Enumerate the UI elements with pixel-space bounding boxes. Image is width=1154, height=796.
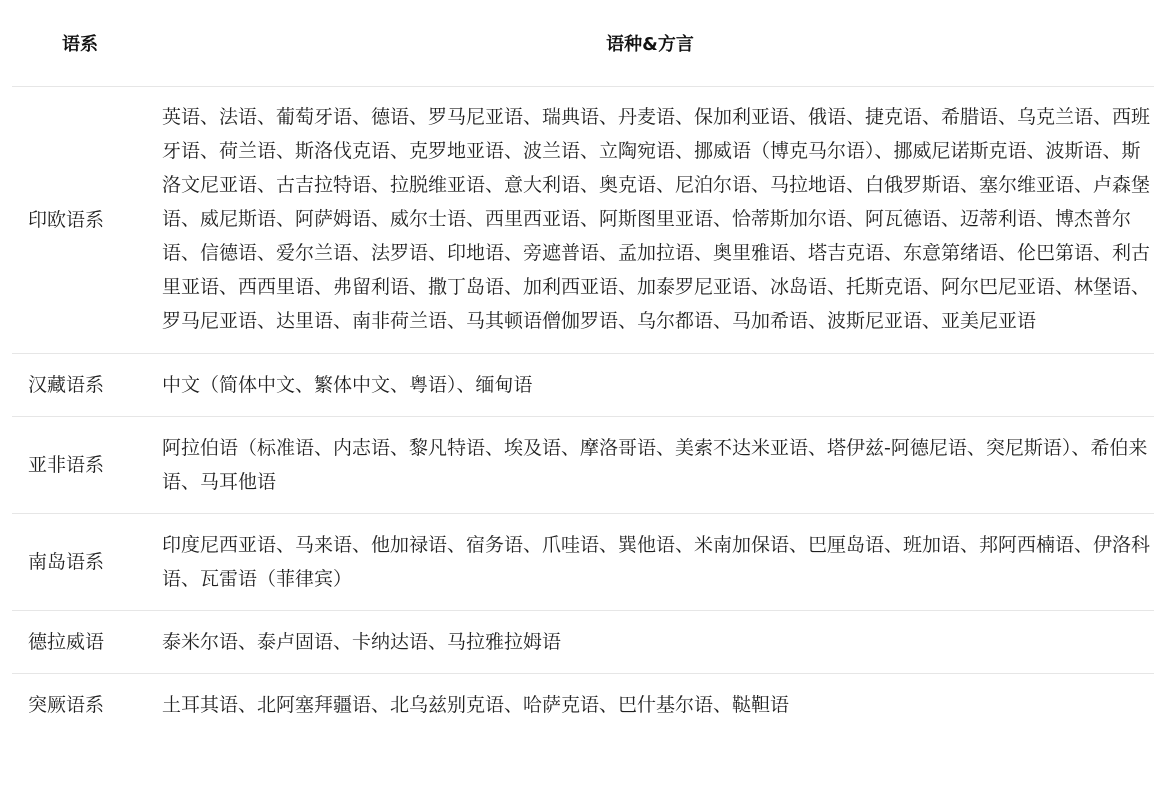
header-row [12,0,1154,87]
language-family-table [12,0,1154,736]
table-row [12,354,1154,417]
table-row [12,674,1154,737]
languages-cell: 阿拉伯语（标准语、内志语、黎凡特语、埃及语、摩洛哥语、美索不达米亚语、塔伊兹-阿德尼语、突尼斯语）、希伯来语、马耳他语 [146,417,1154,514]
languages-cell: 泰米尔语、泰卢固语、卡纳达语、马拉雅拉姆语 [146,611,1154,674]
header-family: 语系 [12,0,146,87]
family-cell: 亚非语系 [12,417,146,514]
languages-cell: 中文（简体中文、繁体中文、粤语）、缅甸语 [146,354,1154,417]
family-cell: 南岛语系 [12,514,146,611]
family-cell: 突厥语系 [28,694,105,716]
languages-cell: 印度尼西亚语、马来语、他加禄语、宿务语、爪哇语、巽他语、米南加保语、巴厘岛语、班加语、邦阿西楠语、伊洛科语、瓦雷语（菲律宾） [146,514,1154,611]
languages-cell: 英语、法语、葡萄牙语、德语、罗马尼亚语、瑞典语、丹麦语、保加利亚语、俄语、捷克语、希腊语、乌克兰语、西班牙语、荷兰语、斯洛伐克语、克罗地亚语、波兰语、立陶宛语、挪威语（博克马尔语）、挪威尼诺斯克语、波斯语、斯洛文尼亚语、古吉拉特语、拉脱维亚语、意大利语、奥克语、尼泊尔语、马拉地语、白俄罗斯语、塞尔维亚语、卢森堡语、威尼斯语、阿萨姆语、威尔士语、西里西亚语、阿斯图里亚语、恰蒂斯加尔语、阿瓦德语、迈蒂利语、博杰普尔语、信德语、爱尔兰语、法罗语、印地语、旁遮普语、孟加拉语、奥里雅语、塔吉克语、东意第绪语、伦巴第语、利古里亚语、西西里语、弗留利语、撒丁岛语、加利西亚语、加泰罗尼亚语、冰岛语、托斯克语、阿尔巴尼亚语、林堡语、罗马尼亚语、达里语、南非荷兰语、马其顿语僧伽罗语、乌尔都语、马加希语、波斯尼亚语、亚美尼亚语 [146,87,1154,354]
table-row [12,417,1154,514]
languages-cell: 土耳其语、北阿塞拜疆语、北乌兹别克语、哈萨克语、巴什基尔语、鞑靼语 [162,694,790,716]
family-cell: 德拉威语 [12,611,146,674]
family-cell: 印欧语系 [12,87,146,354]
family-cell: 汉藏语系 [12,354,146,417]
table-row [12,514,1154,611]
header-languages: 语种&方言 [146,0,1154,87]
table-row [12,87,1154,354]
table-row [12,611,1154,674]
